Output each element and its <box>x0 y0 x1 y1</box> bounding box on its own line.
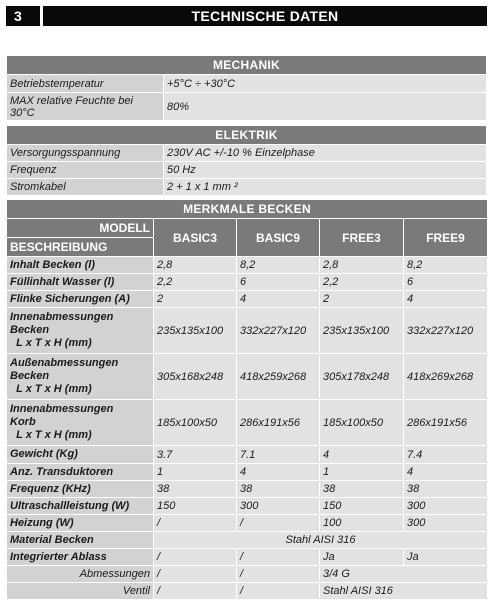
cell-value: 332x227x120 <box>237 308 320 354</box>
table-row <box>7 498 488 515</box>
cell-value: Stahl AISI 316 <box>320 583 488 600</box>
table-row <box>7 481 488 498</box>
table-row <box>7 93 487 121</box>
cell-value: Ja <box>404 549 488 566</box>
chapter-title: TECHNISCHE DATEN <box>43 6 487 26</box>
table-row <box>7 179 487 196</box>
cell-value: / <box>154 583 237 600</box>
table-row <box>7 145 487 162</box>
cell-value: 7.4 <box>404 446 488 464</box>
cell-value: 38 <box>237 481 320 498</box>
head-desc: BESCHREIBUNG <box>7 238 154 257</box>
row-value: 2 + 1 x 1 mm ² <box>164 179 487 196</box>
cell-value: 38 <box>404 481 488 498</box>
row-label: Füllinhalt Wasser (l) <box>7 274 154 291</box>
model-free3: FREE3 <box>320 219 404 257</box>
table-row <box>7 464 488 481</box>
table-row <box>7 549 488 566</box>
table-row <box>7 291 488 308</box>
cell-value: / <box>237 583 320 600</box>
table-row <box>7 75 487 93</box>
model-basic9: BASIC9 <box>237 219 320 257</box>
cell-value: 185x100x50 <box>154 400 237 446</box>
head-model: MODELL <box>7 219 154 238</box>
label-line: Innenabmessungen <box>10 311 114 323</box>
cell-value: 4 <box>237 291 320 308</box>
row-value: 230V AC +/-10 % Einzelphase <box>164 145 487 162</box>
cell-value: 3.7 <box>154 446 237 464</box>
row-value: +5°C ÷ +30°C <box>164 75 487 93</box>
table-row <box>7 532 488 549</box>
row-value: 50 Hz <box>164 162 487 179</box>
cell-value: / <box>237 515 320 532</box>
table-row <box>7 400 488 446</box>
elektrik-table <box>6 125 487 196</box>
cell-value: Ja <box>320 549 404 566</box>
cell-value: 300 <box>237 498 320 515</box>
cell-value: 2 <box>154 291 237 308</box>
row-label: Flinke Sicherungen (A) <box>7 291 154 308</box>
label-line: L x T x H (mm) <box>10 429 92 441</box>
cell-value: 305x168x248 <box>154 354 237 400</box>
label-line: L x T x H (mm) <box>10 383 92 395</box>
cell-value: 1 <box>320 464 404 481</box>
cell-value: / <box>154 566 237 583</box>
row-value: 80% <box>164 93 487 121</box>
becken-table <box>6 199 488 600</box>
cell-value: 300 <box>404 515 488 532</box>
row-label: Heizung (W) <box>7 515 154 532</box>
table-row <box>7 274 488 291</box>
chapter-header <box>6 6 487 26</box>
cell-value: 100 <box>320 515 404 532</box>
row-label <box>7 308 154 354</box>
chapter-number: 3 <box>6 6 40 26</box>
row-label: Versorgungsspannung <box>7 145 164 162</box>
cell-value: / <box>237 549 320 566</box>
cell-value: 8,2 <box>237 257 320 274</box>
cell-value: 286x191x56 <box>237 400 320 446</box>
cell-value: 38 <box>154 481 237 498</box>
cell-value: 3/4 G <box>320 566 488 583</box>
becken-title: MERKMALE BECKEN <box>7 200 488 219</box>
cell-value: 2 <box>320 291 404 308</box>
table-row <box>7 566 488 583</box>
row-label <box>7 354 154 400</box>
cell-value: 38 <box>320 481 404 498</box>
mechanik-table <box>6 55 487 121</box>
cell-value: / <box>237 566 320 583</box>
cell-value: 6 <box>237 274 320 291</box>
cell-value: 6 <box>404 274 488 291</box>
table-row <box>7 515 488 532</box>
row-label: Frequenz <box>7 162 164 179</box>
table-row <box>7 354 488 400</box>
cell-value: 235x135x100 <box>320 308 404 354</box>
label-line: Becken <box>10 370 50 382</box>
model-free9: FREE9 <box>404 219 488 257</box>
row-label: Inhalt Becken (l) <box>7 257 154 274</box>
table-row <box>7 308 488 354</box>
cell-value: 7.1 <box>237 446 320 464</box>
table-row <box>7 583 488 600</box>
row-label: Abmessungen <box>7 566 154 583</box>
label-line: Außenabmessungen <box>10 357 119 369</box>
label-line: Becken <box>10 324 50 336</box>
cell-value: 185x100x50 <box>320 400 404 446</box>
cell-value: 4 <box>320 446 404 464</box>
cell-value: 150 <box>320 498 404 515</box>
row-label: Ventil <box>7 583 154 600</box>
cell-value: 4 <box>404 291 488 308</box>
cell-value: 418x259x268 <box>237 354 320 400</box>
row-label: Stromkabel <box>7 179 164 196</box>
cell-value: 286x191x56 <box>404 400 488 446</box>
cell-value: 305x178x248 <box>320 354 404 400</box>
cell-value: 1 <box>154 464 237 481</box>
cell-value: 8,2 <box>404 257 488 274</box>
row-label: Betriebstemperatur <box>7 75 164 93</box>
row-label: Frequenz (KHz) <box>7 481 154 498</box>
cell-value: 332x227x120 <box>404 308 488 354</box>
cell-value: 2,2 <box>154 274 237 291</box>
table-row <box>7 446 488 464</box>
row-label: MAX relative Feuchte bei 30°C <box>7 93 164 121</box>
cell-value: 2,2 <box>320 274 404 291</box>
row-label: Material Becken <box>7 532 154 549</box>
table-row <box>7 257 488 274</box>
row-label: Gewicht (Kg) <box>7 446 154 464</box>
label-line: Innenabmessungen <box>10 403 114 415</box>
elektrik-title: ELEKTRIK <box>7 126 487 145</box>
cell-value: / <box>154 515 237 532</box>
mechanik-title: MECHANIK <box>7 56 487 75</box>
row-label: Integrierter Ablass <box>7 549 154 566</box>
cell-value: 2,8 <box>320 257 404 274</box>
row-label: Ultraschallleistung (W) <box>7 498 154 515</box>
row-label <box>7 400 154 446</box>
cell-value: 418x269x268 <box>404 354 488 400</box>
cell-value: 150 <box>154 498 237 515</box>
cell-value: Stahl AISI 316 <box>154 532 488 549</box>
cell-value: / <box>154 549 237 566</box>
row-label: Anz. Transduktoren <box>7 464 154 481</box>
model-basic3: BASIC3 <box>154 219 237 257</box>
label-line: Korb <box>10 416 36 428</box>
cell-value: 235x135x100 <box>154 308 237 354</box>
cell-value: 300 <box>404 498 488 515</box>
table-row <box>7 162 487 179</box>
cell-value: 4 <box>404 464 488 481</box>
label-line: L x T x H (mm) <box>10 337 92 349</box>
cell-value: 2,8 <box>154 257 237 274</box>
cell-value: 4 <box>237 464 320 481</box>
